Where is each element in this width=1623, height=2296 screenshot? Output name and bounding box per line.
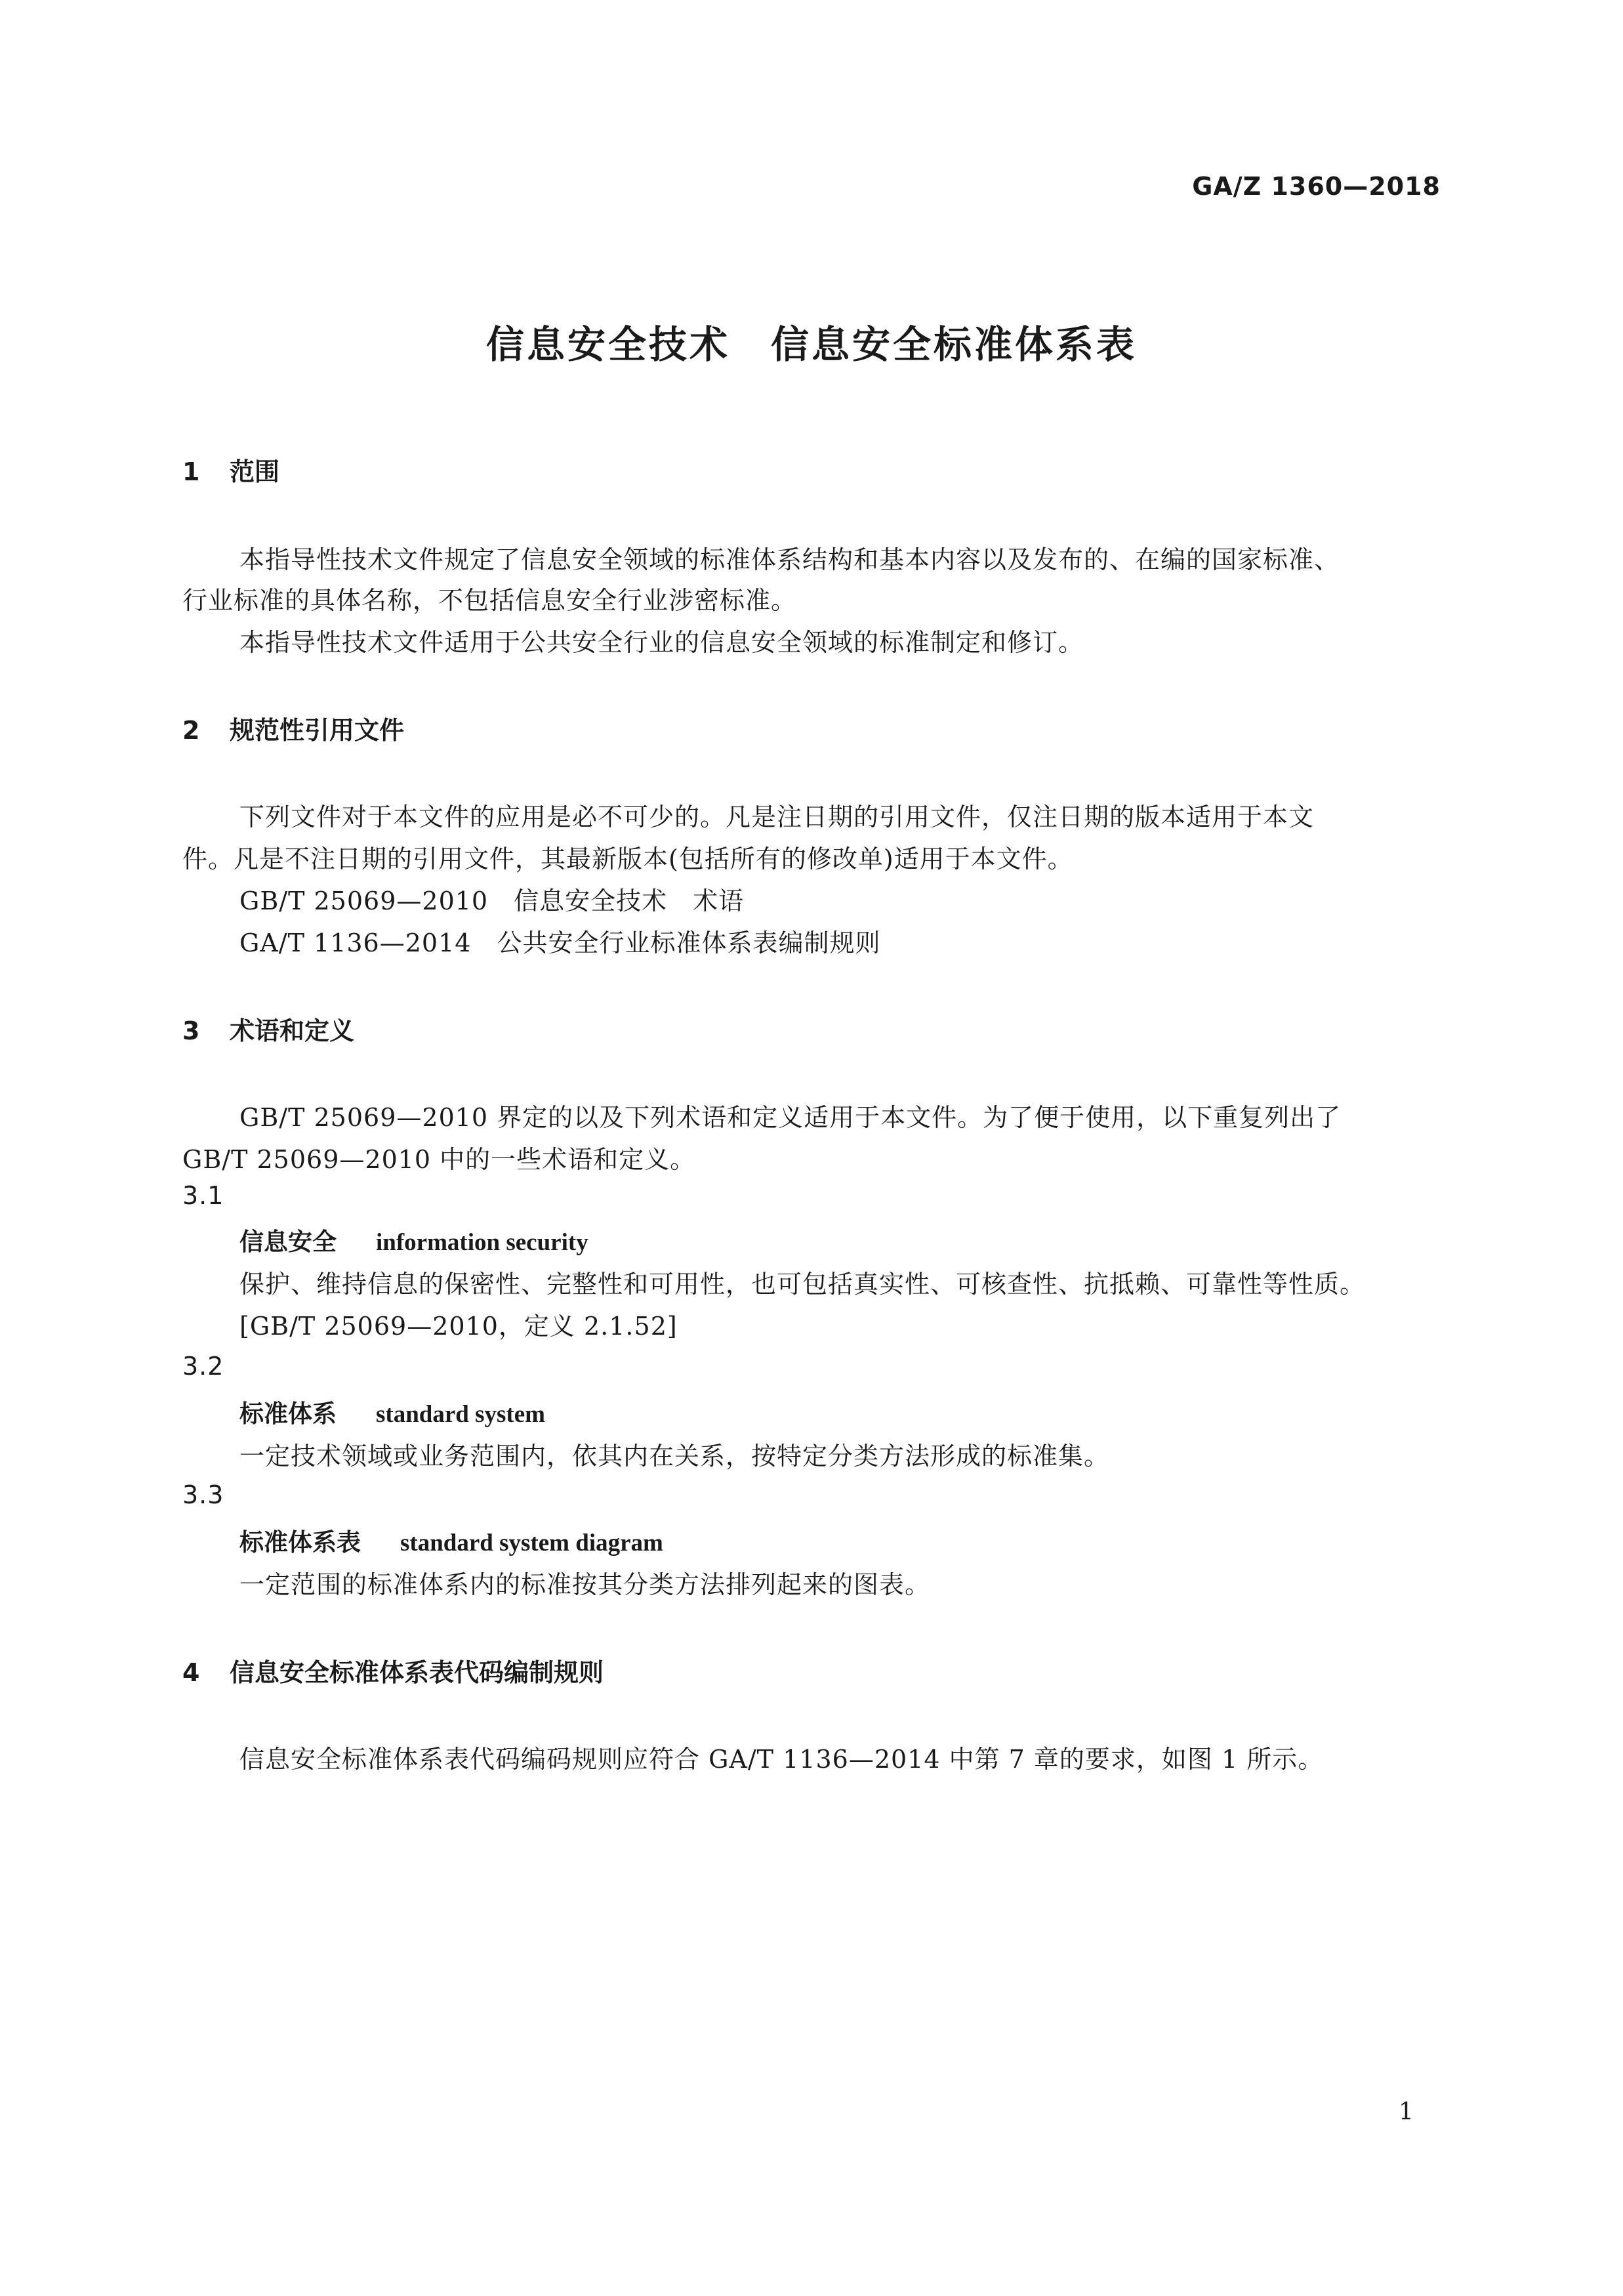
section-1-heading (182, 451, 279, 488)
section-4-heading (182, 1652, 604, 1688)
term-heading (239, 1394, 545, 1429)
section-number: 4 (182, 1658, 200, 1687)
term-source: [GB/T 25069—2010，定义 2.1.52] (239, 1312, 678, 1341)
paragraph-line: 下列文件对于本文件的应用是必不可少的。凡是注日期的引用文件，仅注日期的版本适用于本文 (239, 803, 1315, 831)
section-number: 1 (182, 457, 200, 486)
paragraph-line: 件。凡是不注日期的引用文件，其最新版本(包括所有的修改单)适用于本文件。 (182, 845, 1073, 873)
paragraph: 信息安全标准体系表代码编码规则应符合 GA/T 1136—2014 中第 7 章的要求，如图 1 所示。 (239, 1745, 1324, 1774)
document-title: 信息安全技术 信息安全标准体系表 (485, 322, 1137, 367)
term-heading (239, 1222, 588, 1257)
term-definition: 保护、维持信息的保密性、完整性和可用性，也可包括真实性、可核查性、抗抵赖、可靠性等性质。 (239, 1270, 1366, 1299)
term-zh: 标准体系表 (239, 1528, 361, 1556)
term-number: 3.2 (182, 1352, 224, 1381)
term-en: information security (376, 1229, 588, 1256)
section-2-heading (182, 710, 404, 746)
term-en: standard system diagram (400, 1530, 663, 1556)
paragraph-line: 行业标准的具体名称，不包括信息安全行业涉密标准。 (182, 586, 797, 615)
term-definition: 一定技术领域或业务范围内，依其内在关系，按特定分类方法形成的标准集。 (239, 1442, 1110, 1471)
paragraph: 本指导性技术文件适用于公共安全行业的信息安全领域的标准制定和修订。 (239, 628, 1084, 657)
term-number: 3.3 (182, 1480, 224, 1509)
section-title: 信息安全标准体系表代码编制规则 (230, 1658, 604, 1687)
page-number: 1 (1399, 2098, 1414, 2125)
document-code: GA/Z 1360—2018 (1192, 172, 1441, 201)
section-title: 术语和定义 (230, 1016, 355, 1045)
term-number: 3.1 (182, 1181, 224, 1210)
reference-item: GB/T 25069—2010 信息安全技术 术语 (239, 887, 745, 915)
reference-item: GA/T 1136—2014 公共安全行业标准体系表编制规则 (239, 929, 881, 957)
section-3-heading (182, 1011, 354, 1047)
term-en: standard system (376, 1401, 545, 1428)
paragraph-line: GB/T 25069—2010 界定的以及下列术语和定义适用于本文件。为了便于使用，以下重复列出了 (239, 1103, 1342, 1132)
term-zh: 标准体系 (239, 1400, 337, 1428)
section-title: 规范性引用文件 (230, 716, 405, 745)
section-number: 2 (182, 716, 200, 745)
term-definition: 一定范围的标准体系内的标准按其分类方法排列起来的图表。 (239, 1570, 931, 1599)
term-heading (239, 1522, 663, 1558)
section-number: 3 (182, 1016, 200, 1045)
term-zh: 信息安全 (239, 1228, 337, 1256)
section-title: 范围 (230, 457, 280, 486)
paragraph-line: 本指导性技术文件规定了信息安全领域的标准体系结构和基本内容以及发布的、在编的国家标准、 (239, 545, 1340, 574)
paragraph-line: GB/T 25069—2010 中的一些术语和定义。 (182, 1145, 696, 1174)
